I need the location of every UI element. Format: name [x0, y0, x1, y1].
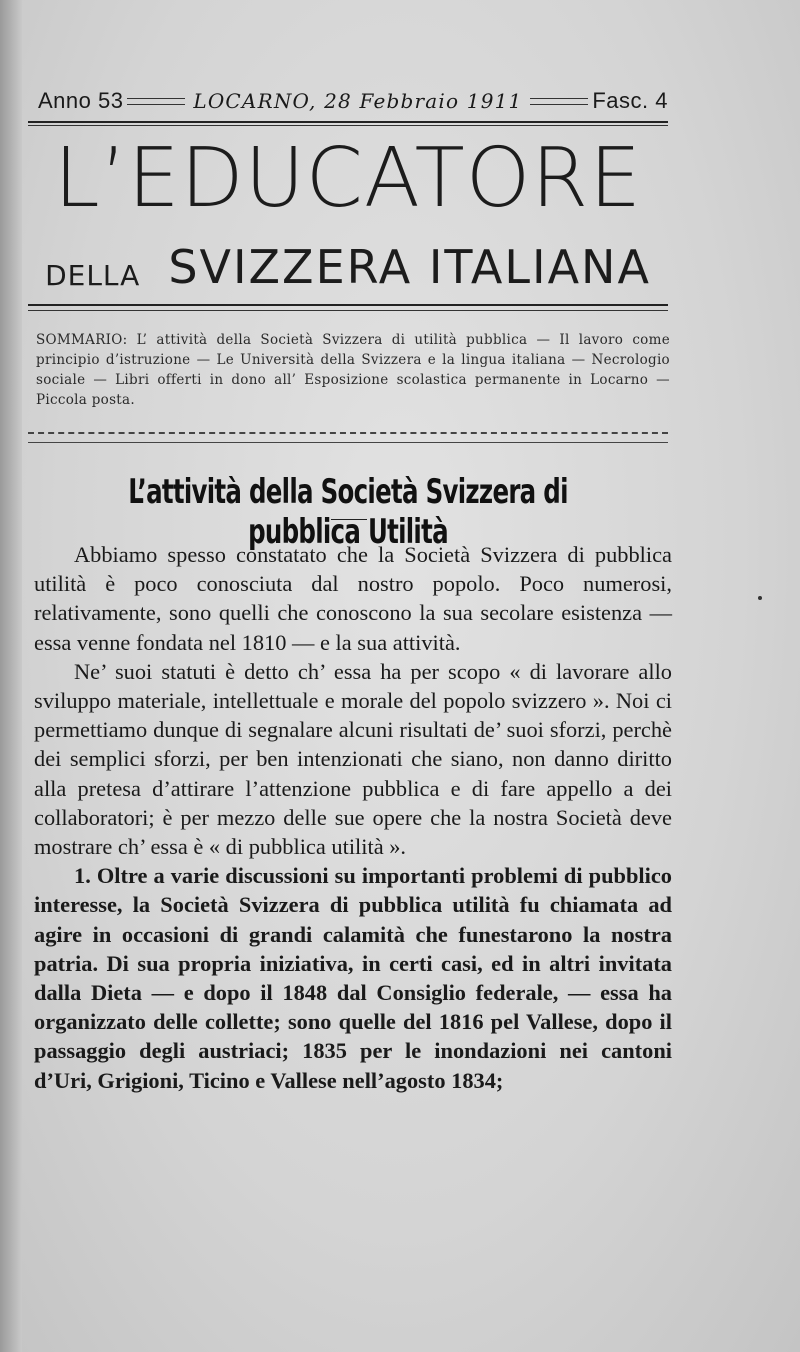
masthead-rule: [28, 304, 668, 306]
masthead-title: L’EDUCATORE: [53, 131, 643, 226]
masthead-rule-thin: [28, 310, 668, 311]
issue-header: [38, 86, 668, 116]
header-double-rule-right: [530, 98, 588, 105]
article-title-underline: [331, 519, 367, 520]
section-divider: [28, 432, 668, 443]
article-paragraph: Abbiamo spesso constatato che la Società Svizzera di pubblica utilità è poco conosciuta dal nostro popolo. Poco numerosi, relativamente, sono quelli che conoscono la sua secolare esistenza — essa venne fondata nel 1810 — e la sua attività.: [34, 542, 672, 655]
article-paragraph: 1. Oltre a varie discussioni su importanti problemi di pubblico interesse, la Società Svizzera di pubblica utilità fu chiamata ad agire in occasioni di grandi calamità che funestarono la nostra patria. Di sua propria iniziativa, in certi casi, ed in altri invitata dalla Dieta — e dopo il 1848 dal Consiglio federale, — essa ha organizzato delle collette; sono quelle del 1816 pel Vallese, dopo il passaggio degli austriaci; 1835 per le inondazioni nei cantoni d’Uri, Grigioni, Ticino e Vallese nell’agosto 1834;: [34, 863, 672, 1093]
masthead-subtitle-main: SVIZZERA ITALIANA: [168, 240, 651, 294]
masthead-subtitle-della: DELLA: [45, 259, 141, 292]
header-anno: Anno 53: [38, 88, 124, 113]
page-binding-edge: [0, 0, 22, 1352]
header-double-rule-left: [127, 98, 185, 105]
header-rule-thin: [28, 125, 668, 126]
sommario-text: L’ attività della Società Svizzera di utilità pubblica — Il lavoro come principio d’istruzione — Le Università della Svizzera e la lingua italiana — Necrologio sociale — Libri offerti in dono all’ Esposizione scolastica permanente in Locarno — Piccola posta.: [36, 332, 670, 408]
sommario-label: SOMMARIO:: [36, 332, 128, 348]
header-rule: [28, 121, 668, 123]
table-of-contents: [36, 330, 670, 410]
print-speck: [758, 596, 762, 600]
header-date: LOCARNO, 28 Febbraio 1911: [193, 89, 523, 113]
article-title: L’attività della Società Svizzera di pubblica Utilità: [128, 472, 568, 552]
article-paragraph: Ne’ suoi statuti è detto ch’ essa ha per scopo « di lavorare allo sviluppo materiale, intellettuale e morale del popolo svizzero ». Noi ci permettiamo dunque di segnalare alcuni risultati de’ suoi sforzi, perchè dei semplici sforzi, per ben intenzionati che siano, non danno diritto alla pretesa d’attirare l’attenzione pubblica e di fare appello a dei collaboratori; è per mezzo delle sue opere che la nostra Società deve mostrare ch’ essa è « di pubblica utilità ».: [34, 658, 672, 860]
header-fascicolo: Fasc. 4: [592, 88, 668, 113]
masthead-subtitle: [28, 240, 668, 294]
header-center: [127, 89, 588, 113]
article-body: [34, 540, 672, 1095]
